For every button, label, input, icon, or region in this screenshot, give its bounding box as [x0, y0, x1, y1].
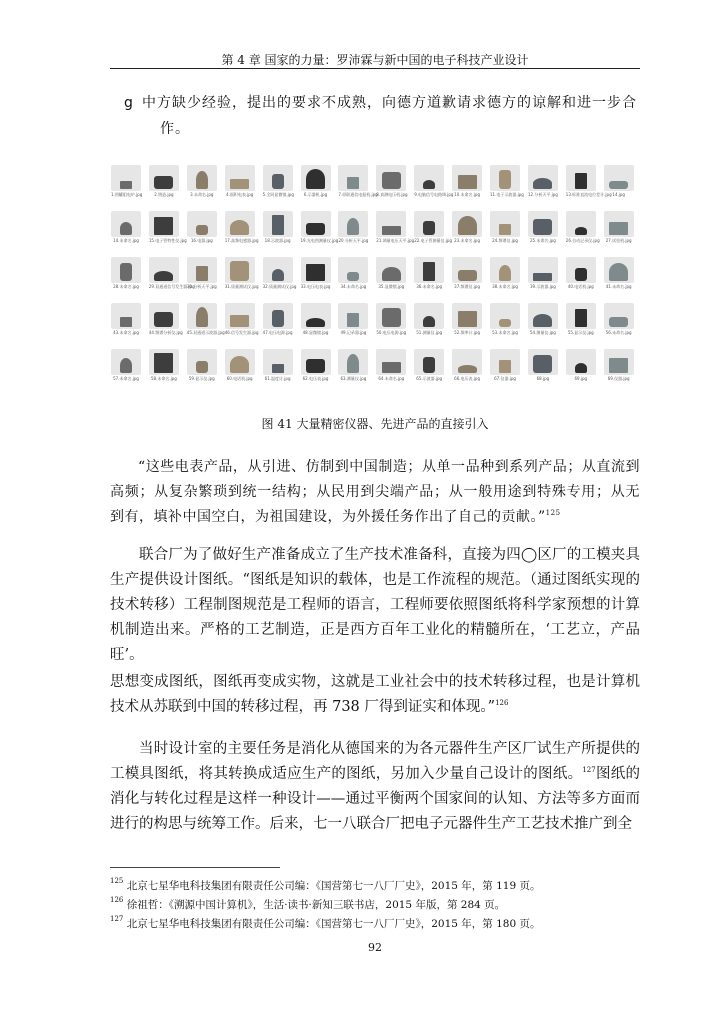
list-item: [124, 90, 642, 142]
header-rule: [110, 68, 640, 69]
instrument-thumbnail-caption: 18.示波器.jpg: [264, 238, 291, 243]
instrument-photo: [528, 211, 558, 237]
instrument-photo: [338, 303, 368, 329]
instrument-photo: [490, 165, 520, 191]
instrument-thumbnail-caption: 56.未命名.jpg: [605, 330, 632, 335]
instrument-thumbnail-caption: 25.未命名.jpg: [529, 238, 556, 243]
instrument-thumbnail: [263, 165, 293, 210]
instrument-thumbnail: [414, 303, 444, 348]
instrument-photo: [452, 303, 482, 329]
instrument-thumbnail-caption: 50.电压电源.jpg: [376, 330, 407, 335]
instrument-thumbnail-caption: 49.记录器.jpg: [340, 330, 367, 335]
instrument-thumbnail: [338, 349, 368, 394]
instrument-photo: [111, 303, 141, 329]
instrument-thumbnail: [186, 303, 225, 348]
instrument-photo: [604, 165, 634, 191]
instrument-thumbnail-caption: 53.未命名.jpg: [492, 330, 518, 335]
instrument-photo: [111, 257, 141, 283]
instrument-thumbnail-caption: 24.频谱仪.jpg: [492, 238, 518, 243]
instrument-thumbnail-caption: 57.未命名.jpg: [113, 376, 139, 381]
instrument-thumbnail-caption: 69.jpg: [574, 376, 588, 381]
instrument-photo: [338, 211, 368, 237]
instrument-thumbnail: [528, 349, 558, 394]
instrument-thumbnail: [604, 349, 634, 394]
instrument-photo: [149, 211, 179, 237]
instrument-thumbnail: [301, 257, 331, 302]
instrument-photo: [414, 165, 444, 191]
instrument-thumbnail-caption: 1.图罐阻电炉.jpg: [111, 192, 143, 197]
page-number: 92: [368, 941, 382, 954]
instrument-photo: [225, 257, 255, 283]
running-header: 第 4 章 国家的力量：罗沛霖与新中国的电子科技产业设计: [221, 53, 529, 67]
instrument-thumbnail-caption: 69.仪器.jpg: [607, 376, 630, 381]
list-item-line1: 中方缺少经验，提出的要求不成熟，向德方道歉请求德方的谅解和进一步合: [142, 95, 637, 111]
instrument-thumbnail: [452, 257, 482, 302]
instrument-thumbnail: [565, 211, 600, 256]
instrument-thumbnail: [414, 211, 453, 256]
instrument-thumbnail-caption: 27.试验机.jpg: [605, 238, 632, 243]
instrument-photo: [225, 303, 255, 329]
instrument-thumbnail: [490, 349, 520, 394]
instrument-thumbnail: [111, 257, 141, 302]
instrument-thumbnail-caption: 31.质量测试仪.jpg: [224, 284, 259, 289]
instrument-thumbnail: [604, 165, 634, 210]
instrument-thumbnail: [187, 349, 217, 394]
instrument-thumbnail-caption: 6.示器机.jpg: [303, 192, 328, 197]
instrument-thumbnail-caption: 55.显示仪.jpg: [567, 330, 594, 335]
instrument-thumbnail: [490, 257, 520, 302]
instrument-thumbnail-caption: 60.电话机.jpg: [226, 376, 253, 381]
instrument-photo: [604, 349, 634, 375]
instrument-thumbnail: [490, 303, 520, 348]
instrument-photo: [376, 257, 406, 283]
footnote-ref-125[interactable]: 125: [545, 509, 561, 517]
instrument-thumbnail-caption: 10.未命名.jpg: [454, 192, 480, 197]
instrument-photo: [301, 257, 331, 283]
instrument-thumbnail: [111, 211, 141, 256]
instrument-thumbnail: [263, 303, 293, 348]
instrument-thumbnail-caption: 66.电压表.jpg: [454, 376, 480, 381]
instrument-thumbnail-caption: 52.频率计.jpg: [454, 330, 480, 335]
instrument-photo: [566, 349, 596, 375]
instrument-photo: [604, 303, 634, 329]
instrument-thumbnail-caption: 12.分析天平.jpg: [527, 192, 558, 197]
instrument-thumbnail: [338, 257, 368, 302]
instrument-photo: [187, 303, 217, 329]
instrument-photo: [414, 303, 444, 329]
instrument-photo: [263, 349, 293, 375]
paragraph-3-text-a: 当时设计室的主要任务是消化从德国来的为各元器件生产区厂试生产所提供的工模具图纸，将其转换成适应生产的图纸，另加入少量自己设计的图纸。: [110, 741, 640, 782]
instrument-photo: [414, 349, 444, 375]
instrument-thumbnail-caption: 21.调量电压天平.jpg: [376, 238, 415, 243]
instrument-thumbnail: [111, 349, 141, 394]
instrument-thumbnail-caption: 20.分析天平.jpg: [338, 238, 369, 243]
instrument-thumbnail: [490, 211, 520, 256]
instrument-photo: [111, 165, 141, 191]
instrument-thumbnail: [224, 257, 259, 302]
instrument-thumbnail-caption: 39.示波器.jpg: [529, 284, 556, 289]
instrument-thumbnail-caption: 2.铸造.jpg: [154, 192, 174, 197]
paragraph-1-text: 联合厂为了做好生产准备成立了生产技术准备科，直接为四◯区厂的工模夹具生产提供设计图纸。“图纸是知识的载体，也是工作流程的规范。（通过图纸实现的技术转移）工程制图规范是工程师的语言，工程师要依照图纸将科学家预想的计算机制造出来。严格的工艺制造，正是西方百年工业化的精髓所在，‘工艺立，产品旺’。: [110, 547, 640, 663]
instrument-thumbnail: [148, 303, 183, 348]
footnote-126-text: 徐祖哲：《溯源中国计算机》，生活·读书·新知三联书店，2015 年版，第 284 页。: [126, 899, 506, 911]
instrument-photo: [187, 165, 217, 191]
instrument-thumbnail-caption: 22.电子管测量仪.jpg: [414, 238, 453, 243]
instrument-thumbnail-caption: 37.频谱仪.jpg: [454, 284, 480, 289]
instrument-thumbnail: [148, 257, 195, 302]
footnote-126: [110, 896, 640, 915]
instrument-thumbnail: [301, 303, 331, 348]
instrument-photo: [528, 303, 558, 329]
instrument-thumbnail-caption: 34.未命名.jpg: [340, 284, 367, 289]
instrument-photo: [149, 349, 179, 375]
instrument-thumbnail-caption: 61.温度计.jpg: [264, 376, 291, 381]
instrument-thumbnail: [262, 257, 297, 302]
block-quote: [110, 455, 640, 530]
instrument-thumbnail-caption: 47.电压电源.jpg: [262, 330, 293, 335]
instrument-photo: [528, 165, 558, 191]
instrument-photo: [225, 349, 255, 375]
instrument-thumbnail-caption: 16.电器.jpg: [190, 238, 213, 243]
instrument-photo: [149, 165, 179, 191]
instrument-thumbnail: [187, 165, 217, 210]
instrument-thumbnail-caption: 48.显微镜.jpg: [302, 330, 329, 335]
instrument-photo: [301, 349, 331, 375]
instrument-photo: [490, 211, 520, 237]
footnote-125-marker: 125: [110, 877, 124, 885]
instrument-photo: [376, 211, 406, 237]
instrument-thumbnail: [565, 165, 612, 210]
instrument-thumbnail: [225, 349, 255, 394]
instrument-thumbnail-caption: 14.未命名.jpg: [113, 238, 139, 243]
instrument-thumbnail-caption: 15.电子管特性仪.jpg: [148, 238, 187, 243]
instrument-photo: [376, 165, 406, 191]
instrument-thumbnail-caption: 65.示波器.jpg: [416, 376, 443, 381]
instrument-photo: [566, 303, 596, 329]
instrument-thumbnail: [300, 211, 339, 256]
instrument-thumbnail-caption: 41.未命名.jpg: [605, 284, 632, 289]
footnote-125-text: 北京七星华电科技集团有限责任公司编：《国营第七一八厂厂史》，2015 年，第 119 页。: [126, 880, 541, 892]
instrument-photo-grid: [110, 165, 640, 400]
instrument-thumbnail-caption: 62.电压表.jpg: [302, 376, 329, 381]
instrument-thumbnail: [149, 349, 179, 394]
instrument-photo: [490, 257, 520, 283]
instrument-thumbnail-caption: 30.分析天平.jpg: [186, 284, 217, 289]
instrument-thumbnail-caption: 17.高频电感器.jpg: [224, 238, 259, 243]
instrument-thumbnail-caption: 44.频谱分析仪.jpg: [148, 330, 183, 335]
instrument-thumbnail: [263, 349, 293, 394]
footnote-rule: [110, 867, 280, 868]
instrument-photo: [263, 257, 293, 283]
instrument-thumbnail: [376, 303, 406, 348]
instrument-thumbnail: [338, 165, 378, 210]
instrument-photo: [566, 211, 596, 237]
instrument-thumbnail-caption: 64.未命名.jpg: [378, 376, 405, 381]
instrument-thumbnail: [338, 303, 368, 348]
instrument-photo: [187, 257, 217, 283]
instrument-thumbnail: [301, 349, 331, 394]
instrument-photo: [263, 211, 293, 237]
instrument-photo: [187, 211, 217, 237]
body-paragraph-2: [110, 670, 640, 720]
instrument-photo: [301, 303, 331, 329]
instrument-thumbnail: [528, 257, 558, 302]
instrument-thumbnail: [566, 349, 596, 394]
instrument-photo: [225, 165, 255, 191]
instrument-thumbnail: [452, 303, 482, 348]
instrument-thumbnail-caption: 23.未命名.jpg: [454, 238, 480, 243]
instrument-photo: [604, 211, 634, 237]
instrument-thumbnail-caption: 26.自动记录仪.jpg: [565, 238, 600, 243]
instrument-thumbnail: [111, 303, 141, 348]
instrument-photo: [490, 303, 520, 329]
instrument-thumbnail: [414, 165, 454, 210]
instrument-thumbnail-caption: 7.原联通信电报机.jpg: [338, 192, 378, 197]
instrument-thumbnail: [566, 257, 596, 302]
instrument-thumbnail: [224, 211, 259, 256]
instrument-thumbnail: [452, 349, 482, 394]
instrument-thumbnail-caption: 33.电压电表.jpg: [300, 284, 331, 289]
instrument-thumbnail-caption: 3.未命名.jpg: [190, 192, 214, 197]
instrument-thumbnail-caption: 40.电话机.jpg: [567, 284, 594, 289]
footnote-ref-127[interactable]: 127: [582, 766, 596, 774]
footnote-125: [110, 877, 640, 896]
instrument-thumbnail: [604, 257, 634, 302]
footnote-127-text: 北京七星华电科技集团有限责任公司编：《国营第七一八厂厂史》，2015 年，第 180 页。: [126, 918, 541, 930]
instrument-photo: [111, 211, 141, 237]
instrument-photo: [149, 303, 179, 329]
instrument-thumbnail-caption: 11.电子示波器.jpg: [490, 192, 524, 197]
instrument-photo: [452, 165, 482, 191]
instrument-photo: [376, 303, 406, 329]
instrument-thumbnail-caption: 43.未命名.jpg: [113, 330, 139, 335]
instrument-thumbnail: [414, 349, 444, 394]
instrument-photo: [338, 257, 368, 283]
instrument-photo: [376, 349, 406, 375]
instrument-thumbnail: [604, 303, 634, 348]
figure-caption: 图 41 大量精密仪器、先进产品的直接引入: [261, 417, 489, 431]
instrument-thumbnail: [528, 303, 558, 348]
quote-text: “这些电表产品，从引进、仿制到中国制造；从单一品种到系列产品；从直流到高频；从复杂繁琐到统一结构；从民用到尖端产品；从一般用途到特殊专用；从无到有，填补中国空白，为祖国建设，为外援任务作出了自己的贡献。”: [110, 459, 640, 525]
instrument-thumbnail: [225, 165, 255, 210]
instrument-thumbnail: [452, 165, 482, 210]
paragraph-2-text: 思想变成图纸，图纸再变成实物，这就是工业社会中的技术转移过程，也是计算机技术从苏联到中国的转移过程，再 738 厂得到证实和体现。”: [110, 674, 640, 715]
instrument-photo: [528, 257, 558, 283]
instrument-thumbnail: [376, 257, 406, 302]
footnote-126-marker: 126: [110, 896, 124, 904]
body-paragraph-3: [110, 737, 640, 837]
instrument-thumbnail: [376, 165, 406, 210]
instrument-photo: [338, 165, 368, 191]
instrument-photo: [452, 211, 482, 237]
instrument-thumbnail-caption: 46.信号发生器.jpg: [224, 330, 259, 335]
instrument-thumbnail-caption: 45.双通道示波器.jpg: [186, 330, 225, 335]
instrument-photo: [187, 349, 217, 375]
body-paragraph-1: [110, 543, 640, 668]
instrument-thumbnail-caption: 4.面积电表.jpg: [226, 192, 254, 197]
instrument-thumbnail-caption: 58.未命名.jpg: [150, 376, 177, 381]
instrument-photo: [263, 165, 293, 191]
instrument-photo: [301, 165, 331, 191]
instrument-thumbnail: [224, 303, 259, 348]
instrument-thumbnail: [490, 165, 524, 210]
instrument-thumbnail: [111, 165, 141, 210]
instrument-thumbnail: [376, 211, 415, 256]
instrument-photo: [301, 211, 331, 237]
paragraph-3-text-b: 图纸的消化与转化过程是这样一种设计——通过平衡两个国家间的认知、方法等多方面而进行的构思与统筹工作。后来，七一八联合厂把电子元器件生产工艺技术推广到全: [110, 766, 641, 832]
instrument-thumbnail: [263, 211, 293, 256]
instrument-thumbnail: [187, 257, 217, 302]
instrument-photo: [149, 257, 179, 283]
instrument-thumbnail-caption: 5.全同显微镜.jpg: [262, 192, 294, 197]
instrument-thumbnail: [414, 257, 444, 302]
instrument-thumbnail: [301, 165, 331, 210]
instrument-photo: [414, 211, 444, 237]
instrument-thumbnail-caption: 68.jpg: [536, 376, 550, 381]
footnote-ref-126[interactable]: 126: [495, 699, 509, 707]
instrument-photo: [566, 165, 596, 191]
instrument-photo: [566, 257, 596, 283]
instrument-thumbnail-caption: 51.测量仪.jpg: [416, 330, 443, 335]
footnote-127: [110, 915, 640, 934]
instrument-thumbnail: [148, 211, 187, 256]
instrument-thumbnail: [187, 211, 217, 256]
instrument-thumbnail: [566, 303, 596, 348]
instrument-photo: [111, 349, 141, 375]
instrument-photo: [528, 349, 558, 375]
instrument-thumbnail-caption: 14.jpg: [612, 192, 625, 197]
instrument-photo: [452, 257, 482, 283]
instrument-thumbnail: [452, 211, 482, 256]
instrument-thumbnail-caption: 32.质量测试仪.jpg: [262, 284, 297, 289]
list-item-number: g: [124, 95, 134, 111]
instrument-thumbnail-caption: 13.标准直流电位差计.jpg: [565, 192, 612, 197]
instrument-thumbnail-caption: 59.显示仪.jpg: [188, 376, 215, 381]
instrument-thumbnail-caption: 36.未命名.jpg: [416, 284, 443, 289]
instrument-photo: [338, 349, 368, 375]
instrument-photo: [604, 257, 634, 283]
instrument-thumbnail: [149, 165, 179, 210]
footnotes: [110, 877, 640, 934]
instrument-photo: [414, 257, 444, 283]
instrument-thumbnail-caption: 35.显微镜.jpg: [378, 284, 405, 289]
instrument-thumbnail: [338, 211, 368, 256]
list-item-line2: 作。: [160, 121, 190, 137]
instrument-thumbnail: [528, 211, 558, 256]
instrument-photo: [490, 349, 520, 375]
instrument-thumbnail-caption: 38.未命名.jpg: [492, 284, 518, 289]
instrument-photo: [263, 303, 293, 329]
footnote-127-marker: 127: [110, 915, 124, 923]
instrument-thumbnail-caption: 19.光电图测量仪.jpg: [300, 238, 339, 243]
instrument-thumbnail: [604, 211, 634, 256]
instrument-photo: [225, 211, 255, 237]
instrument-thumbnail-caption: 9.电脑信号电路调.jpg: [414, 192, 454, 197]
instrument-thumbnail-caption: 28.未命名.jpg: [113, 284, 139, 289]
instrument-thumbnail-caption: 54.测量仪.jpg: [529, 330, 556, 335]
instrument-thumbnail-caption: 63.测量仪.jpg: [340, 376, 367, 381]
instrument-thumbnail: [376, 349, 406, 394]
instrument-thumbnail-caption: 8.真测电压机.jpg: [376, 192, 408, 197]
instrument-thumbnail: [528, 165, 558, 210]
instrument-thumbnail-caption: 67.仪器.jpg: [494, 376, 516, 381]
instrument-photo: [452, 349, 482, 375]
instrument-thumbnail-caption: 29.双通道信号发生器.jpg: [148, 284, 195, 289]
